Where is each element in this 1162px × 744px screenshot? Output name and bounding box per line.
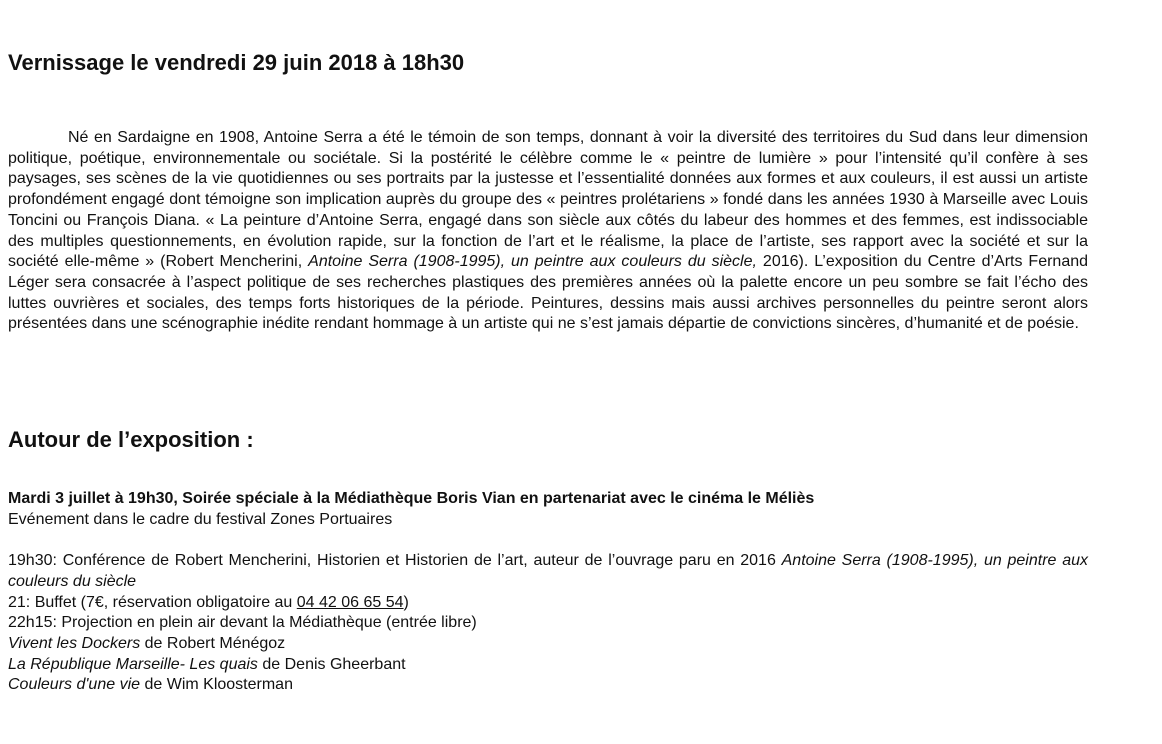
intro-text-part2: 2016). L’exposition du Centre d’Arts Fernand Léger sera consacrée à l’aspect politique de ses recherches plastiques des premières années où la palette encore un peu sombre se fait l’écho des luttes ouvrières et sociales, des temps forts historiques de la période. Peintures, dessins mais aussi archives personnelles du peintre seront alors présentées dans une scénographie inédite rendant hommage à un artiste qui ne s’est jamais départie de convictions sincères, d’humanité et de poésie. (8, 253, 1089, 333)
film-director: de Wim Kloosterman (140, 676, 293, 694)
intro-text-part1: Né en Sardaigne en 1908, Antoine Serra a été le témoin de son temps, donnant à voir la diversité des territoires du Sud dans leur dimension politique, poétique, environnementale ou sociétale. Si la postérité le célèbre comme le « peintre de lumière » pour l’intensité qu’il confère à ses paysages, ses scènes de la vie quotidiennes ou ses portraits par la justesse et l’essentialité données aux formes et aux couleurs, il est aussi un artiste profondément engagé dont témoigne son implication auprès du groupe des « peintres prolétariens » fondé dans les années 1930 à Marseille avec Louis Toncini ou François Diana. « La peinture d’Antoine Serra, engagé dans son siècle aux côtés du labeur des hommes et des femmes, est indissociable des multiples questionnements, en évolution rapide, sur la fonction de l’art et le réalisme, la place de l’artiste, ses rapport avec la société et sur la société elle-même » (Robert Mencherini, (8, 129, 1088, 271)
film-item (8, 634, 1088, 655)
event-program (8, 551, 1088, 696)
program-projection: 22h15: Projection en plein air devant la Médiathèque (entrée libre) (8, 614, 477, 632)
event-title: Mardi 3 juillet à 19h30, Soirée spéciale à la Médiathèque Boris Vian en partenariat avec le cinéma le Méliès (8, 490, 815, 507)
program-buffet (8, 593, 1088, 614)
intro-paragraph (8, 128, 1088, 335)
phone-link[interactable]: 04 42 06 65 54 (296, 593, 404, 611)
conference-book-title: Antoine Serra (1908-1995), un peintre aux couleurs du siècle (8, 552, 1088, 590)
film-item (8, 655, 1088, 676)
program-conference (8, 551, 1088, 592)
film-title: Vivent les Dockers (8, 634, 141, 652)
film-item (8, 675, 1088, 696)
buffet-text: 21: Buffet (7€, réservation obligatoire au (8, 593, 297, 611)
vernissage-heading: Vernissage le vendredi 29 juin 2018 à 18h30 (8, 50, 465, 75)
intro-book-title: Antoine Serra (1908-1995), un peintre aux couleurs du siècle, (308, 253, 757, 271)
event-section (8, 489, 1088, 696)
autour-heading: Autour de l’exposition : (8, 427, 254, 452)
film-title: La République Marseille- Les quais (8, 655, 258, 673)
film-title: Couleurs d'une vie (8, 676, 141, 694)
film-director: de Denis Gheerbant (257, 655, 406, 673)
event-subtitle: Evénement dans le cadre du festival Zones Portuaires (8, 510, 393, 528)
film-director: de Robert Ménégoz (140, 634, 286, 652)
conference-text: 19h30: Conférence de Robert Mencherini, Historien et Historien de l’art, auteur de l’ouvrage paru en 2016 (8, 552, 782, 570)
buffet-text-end: ) (403, 593, 409, 611)
